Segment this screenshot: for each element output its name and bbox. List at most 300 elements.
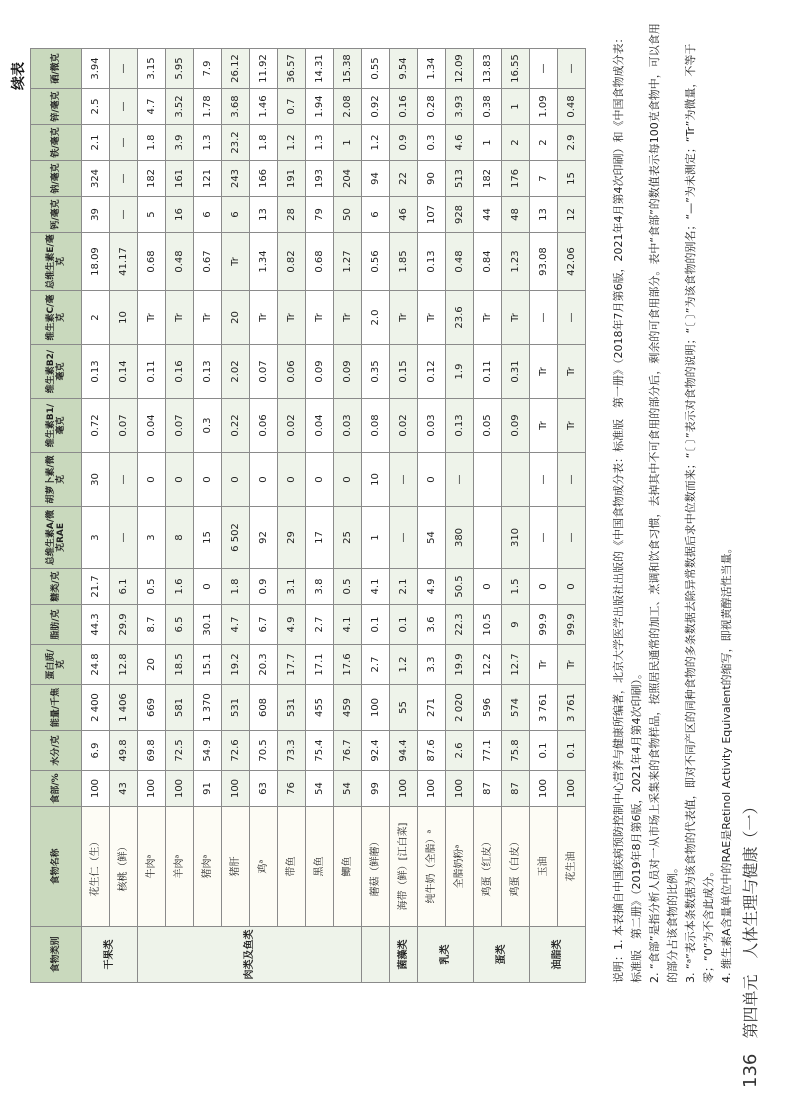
value-cell: 6.5 [166, 605, 194, 645]
value-cell: 36.57 [278, 49, 306, 89]
value-cell: 8.7 [138, 605, 166, 645]
value-cell: 0.04 [306, 399, 334, 453]
value-cell: 2 020 [446, 685, 474, 731]
value-cell: 0 [530, 569, 558, 605]
column-header: 食物类别 [31, 927, 82, 983]
value-cell: 75.4 [306, 731, 334, 771]
category-cell: 蛋类 [474, 927, 530, 983]
value-cell: — [530, 49, 558, 89]
value-cell: Tr [530, 345, 558, 399]
value-cell: Tr [558, 645, 586, 685]
value-cell: 0.15 [390, 345, 418, 399]
value-cell: 0.48 [558, 89, 586, 125]
value-cell: 19.2 [222, 645, 250, 685]
value-cell: 0.16 [390, 89, 418, 125]
value-cell: 2.1 [390, 569, 418, 605]
value-cell: Tr [418, 291, 446, 345]
value-cell: 94 [362, 161, 390, 197]
value-cell: 182 [474, 161, 502, 197]
value-cell: 54 [306, 771, 334, 807]
table-row [306, 49, 334, 983]
value-cell: 608 [250, 685, 278, 731]
value-cell: 2 [502, 125, 530, 161]
value-cell: Tr [558, 399, 586, 453]
value-cell: 204 [334, 161, 362, 197]
value-cell: 1.8 [250, 125, 278, 161]
value-cell: 0.11 [474, 345, 502, 399]
column-header: 食物名称 [31, 807, 82, 927]
value-cell: — [110, 507, 138, 569]
food-name-cell: 蘑菇（鲜蘑） [362, 807, 390, 927]
value-cell: 2.7 [362, 645, 390, 685]
value-cell: 100 [222, 771, 250, 807]
value-cell: 0.02 [278, 399, 306, 453]
value-cell: 2.0 [362, 291, 390, 345]
column-header: 食部/% [31, 771, 82, 807]
food-name-cell: 纯牛奶（全脂）ᵃ [418, 807, 446, 927]
value-cell: 44 [474, 197, 502, 233]
value-cell: 3.93 [446, 89, 474, 125]
column-header: 硒/微克 [31, 49, 82, 89]
value-cell: 531 [278, 685, 306, 731]
food-name-cell: 鸡蛋（红皮） [474, 807, 502, 927]
value-cell: — [110, 453, 138, 507]
table-row [250, 49, 278, 983]
value-cell [474, 507, 502, 569]
value-cell: 7.9 [194, 49, 222, 89]
value-cell: 0.38 [474, 89, 502, 125]
category-cell: 乳类 [418, 927, 474, 983]
value-cell: 0 [222, 453, 250, 507]
value-cell: 76.7 [334, 731, 362, 771]
value-cell: Tr [138, 291, 166, 345]
value-cell: 99.9 [558, 605, 586, 645]
value-cell: 55 [390, 685, 418, 731]
value-cell: 22 [390, 161, 418, 197]
value-cell: — [530, 507, 558, 569]
value-cell: 20 [138, 645, 166, 685]
value-cell: 596 [474, 685, 502, 731]
value-cell: 0.3 [194, 399, 222, 453]
value-cell: 2.08 [334, 89, 362, 125]
value-cell: — [558, 49, 586, 89]
value-cell: 23.2 [222, 125, 250, 161]
food-name-cell: 牛肉ᵃ [138, 807, 166, 927]
value-cell: 100 [558, 771, 586, 807]
value-cell: 1 370 [194, 685, 222, 731]
value-cell: Tr [390, 291, 418, 345]
value-cell: 3 761 [558, 685, 586, 731]
value-cell: 6 [362, 197, 390, 233]
value-cell: 0.48 [166, 233, 194, 291]
value-cell: 9.54 [390, 49, 418, 89]
column-header: 钙/毫克 [31, 197, 82, 233]
value-cell: 79 [306, 197, 334, 233]
value-cell: 1.34 [418, 49, 446, 89]
value-cell: 10 [362, 453, 390, 507]
value-cell: 1.94 [306, 89, 334, 125]
value-cell: 54 [418, 507, 446, 569]
food-name-cell: 猪肉ᵃ [194, 807, 222, 927]
value-cell: 0.12 [418, 345, 446, 399]
value-cell: — [530, 453, 558, 507]
table-row [334, 49, 362, 983]
value-cell: 1.78 [194, 89, 222, 125]
value-cell: 0.35 [362, 345, 390, 399]
table-row [222, 49, 250, 983]
table-row [362, 49, 390, 983]
value-cell: 7 [530, 161, 558, 197]
value-cell: 1.3 [194, 125, 222, 161]
value-cell: — [110, 49, 138, 89]
value-cell: 12.8 [110, 645, 138, 685]
value-cell: 75.8 [502, 731, 530, 771]
category-cell [362, 927, 390, 983]
value-cell: 2.5 [82, 89, 110, 125]
value-cell: 6.7 [250, 605, 278, 645]
column-header: 铁/毫克 [31, 125, 82, 161]
value-cell: 91 [194, 771, 222, 807]
value-cell: Tr [194, 291, 222, 345]
value-cell: Tr [334, 291, 362, 345]
value-cell: 0.06 [278, 345, 306, 399]
value-cell: 1.34 [250, 233, 278, 291]
table-row [418, 49, 446, 983]
value-cell: 0 [474, 569, 502, 605]
value-cell: 94.4 [390, 731, 418, 771]
value-cell: 0.92 [362, 89, 390, 125]
value-cell: 12.7 [502, 645, 530, 685]
value-cell: 0.09 [502, 399, 530, 453]
value-cell: 0.07 [250, 345, 278, 399]
value-cell: 46 [390, 197, 418, 233]
value-cell: 19.9 [446, 645, 474, 685]
food-name-cell: 鸡ᵃ [250, 807, 278, 927]
value-cell: 0 [418, 453, 446, 507]
value-cell: 243 [222, 161, 250, 197]
value-cell: 6 502 [222, 507, 250, 569]
value-cell: 0 [194, 569, 222, 605]
value-cell: 0.22 [222, 399, 250, 453]
value-cell: 4.1 [334, 605, 362, 645]
value-cell: 2 [530, 125, 558, 161]
value-cell: 1.09 [530, 89, 558, 125]
value-cell: 0 [558, 569, 586, 605]
value-cell: 1.8 [138, 125, 166, 161]
value-cell: 2.6 [446, 731, 474, 771]
table-row [138, 49, 166, 983]
value-cell: 100 [446, 771, 474, 807]
value-cell: 0.67 [194, 233, 222, 291]
value-cell: 100 [362, 685, 390, 731]
value-cell: 50 [334, 197, 362, 233]
value-cell: 0.11 [138, 345, 166, 399]
food-name-cell: 核桃（鲜） [110, 807, 138, 927]
note-4: 4. 维生素A含量单位中的RAE是Retinol Activity Equivalent的缩写，即视黄醇活性当量。 [720, 542, 733, 983]
value-cell: 0.48 [446, 233, 474, 291]
value-cell: 93.08 [530, 233, 558, 291]
value-cell: 2.9 [558, 125, 586, 161]
value-cell: 0.16 [166, 345, 194, 399]
value-cell: 0.84 [474, 233, 502, 291]
value-cell: Tr [222, 233, 250, 291]
value-cell: 100 [530, 771, 558, 807]
value-cell: 513 [446, 161, 474, 197]
value-cell: Tr [166, 291, 194, 345]
value-cell: 12.2 [474, 645, 502, 685]
table-header-row [31, 49, 82, 983]
value-cell: 6.9 [82, 731, 110, 771]
value-cell: 0.7 [278, 89, 306, 125]
value-cell: Tr [306, 291, 334, 345]
value-cell: 100 [138, 771, 166, 807]
value-cell: 4.6 [446, 125, 474, 161]
value-cell: 20.3 [250, 645, 278, 685]
category-cell: 菌藻类 [390, 927, 418, 983]
value-cell: 0.03 [334, 399, 362, 453]
column-header: 脂肪/克 [31, 605, 82, 645]
value-cell: 2.7 [306, 605, 334, 645]
value-cell: 2 400 [82, 685, 110, 731]
value-cell: 1 [502, 89, 530, 125]
value-cell: 48 [502, 197, 530, 233]
food-name-cell: 带鱼 [278, 807, 306, 927]
value-cell: 1.2 [278, 125, 306, 161]
value-cell: 0.07 [166, 399, 194, 453]
value-cell: 20 [222, 291, 250, 345]
column-header: 钠/毫克 [31, 161, 82, 197]
value-cell: 29.9 [110, 605, 138, 645]
value-cell: — [110, 89, 138, 125]
value-cell: 3.6 [418, 605, 446, 645]
value-cell: 0.28 [418, 89, 446, 125]
note-1: 说明：1. 本表摘自中国疾病预防控制中心营养与健康所编著，北京大学医学出版社出版的《中国食物成分表：标准版 第一册》（2018年7月第6版，2021年4月第4次印刷）和《中国食物成分表：标准版 第二册》（2019年8月第6版，2021年4月第4次印刷）。 [612, 32, 643, 983]
value-cell: 17.6 [334, 645, 362, 685]
food-name-cell: 羊肉ᵃ [166, 807, 194, 927]
value-cell: 0.5 [334, 569, 362, 605]
value-cell: 928 [446, 197, 474, 233]
value-cell: 28 [278, 197, 306, 233]
value-cell: 0.1 [558, 731, 586, 771]
value-cell: 161 [166, 161, 194, 197]
value-cell: 25 [334, 507, 362, 569]
value-cell: 0.09 [306, 345, 334, 399]
column-header: 总维生素A/微克RAE [31, 507, 82, 569]
food-name-cell: 花生仁（生） [82, 807, 110, 927]
value-cell: 1 [334, 125, 362, 161]
value-cell: 193 [306, 161, 334, 197]
value-cell: 1.85 [390, 233, 418, 291]
value-cell: 4.9 [278, 605, 306, 645]
value-cell: 191 [278, 161, 306, 197]
value-cell: — [558, 291, 586, 345]
value-cell: 100 [418, 771, 446, 807]
value-cell: 0.03 [418, 399, 446, 453]
value-cell: 99.9 [530, 605, 558, 645]
value-cell: 8 [166, 507, 194, 569]
value-cell: 30 [82, 453, 110, 507]
value-cell: Tr [278, 291, 306, 345]
value-cell: Tr [474, 291, 502, 345]
value-cell: 3.94 [82, 49, 110, 89]
column-header: 维生素B1/毫克 [31, 399, 82, 453]
value-cell: 2 [82, 291, 110, 345]
value-cell: 13 [250, 197, 278, 233]
value-cell: 12.09 [446, 49, 474, 89]
value-cell: 10.5 [474, 605, 502, 645]
value-cell: 4.7 [222, 605, 250, 645]
value-cell: 17 [306, 507, 334, 569]
value-cell: 15.1 [194, 645, 222, 685]
value-cell: 1 [362, 507, 390, 569]
value-cell: 21.7 [82, 569, 110, 605]
value-cell: 0.14 [110, 345, 138, 399]
value-cell: 15 [194, 507, 222, 569]
value-cell: 0 [250, 453, 278, 507]
value-cell [474, 453, 502, 507]
value-cell: 0.07 [110, 399, 138, 453]
value-cell: 0.5 [138, 569, 166, 605]
value-cell: 531 [222, 685, 250, 731]
value-cell: 459 [334, 685, 362, 731]
value-cell: 54 [334, 771, 362, 807]
value-cell: 0 [334, 453, 362, 507]
value-cell: 9 [502, 605, 530, 645]
value-cell: Tr [530, 399, 558, 453]
value-cell: 3 761 [530, 685, 558, 731]
value-cell: 0.9 [250, 569, 278, 605]
value-cell: 1.46 [250, 89, 278, 125]
table-row [278, 49, 306, 983]
value-cell: 6 [222, 197, 250, 233]
value-cell: 44.3 [82, 605, 110, 645]
value-cell: 18.09 [82, 233, 110, 291]
food-name-cell: 鸡蛋（白皮） [502, 807, 530, 927]
value-cell: — [558, 453, 586, 507]
value-cell: — [110, 197, 138, 233]
value-cell: 3.15 [138, 49, 166, 89]
table-row [502, 49, 530, 983]
value-cell: 0.72 [82, 399, 110, 453]
value-cell: 0.1 [530, 731, 558, 771]
category-cell: 肉类及鱼类 [138, 927, 362, 983]
value-cell: 15 [558, 161, 586, 197]
value-cell: 0 [306, 453, 334, 507]
value-cell: 17.7 [278, 645, 306, 685]
value-cell: 3.68 [222, 89, 250, 125]
value-cell: 324 [82, 161, 110, 197]
value-cell: 2.02 [222, 345, 250, 399]
notes-section [610, 23, 736, 983]
value-cell: 70.5 [250, 731, 278, 771]
value-cell: — [530, 291, 558, 345]
food-name-cell: 鲫鱼 [334, 807, 362, 927]
value-cell: 1.23 [502, 233, 530, 291]
value-cell: 42.06 [558, 233, 586, 291]
value-cell: 3.52 [166, 89, 194, 125]
food-name-cell: 全脂奶粉ᵃ [446, 807, 474, 927]
value-cell: 5 [138, 197, 166, 233]
unit-title: 第四单元 人体生理与健康（一） [741, 798, 760, 1039]
continued-label: 续表 [11, 62, 27, 90]
food-name-cell: 海带（鲜）[江白菜] [390, 807, 418, 927]
value-cell: 0.31 [502, 345, 530, 399]
value-cell: 0.13 [418, 233, 446, 291]
page-number: 136 [740, 1053, 761, 1088]
value-cell: 43 [110, 771, 138, 807]
value-cell: 39 [82, 197, 110, 233]
value-cell: 581 [166, 685, 194, 731]
value-cell: 1.2 [362, 125, 390, 161]
value-cell: 99 [362, 771, 390, 807]
value-cell: 0.06 [250, 399, 278, 453]
value-cell: 1.27 [334, 233, 362, 291]
value-cell: 15.38 [334, 49, 362, 89]
value-cell: 0.82 [278, 233, 306, 291]
value-cell: Tr [250, 291, 278, 345]
food-composition-table [30, 48, 586, 983]
value-cell: 72.6 [222, 731, 250, 771]
food-name-cell: 猪肝 [222, 807, 250, 927]
value-cell: 41.17 [110, 233, 138, 291]
note-3: 3. “ᵃ”表示本条数据为该食物的代表值，即对不同产区的同种食物的多条数据去除异常数据后求中位数而来；“〔 〕”表示对食物的说明；“〔 〕”为该食物的别名；“—”为未测定；“Tr”为微量，不等于零；“0”为不含此成分。 [684, 43, 715, 983]
value-cell: — [390, 507, 418, 569]
value-cell: 0.13 [194, 345, 222, 399]
value-cell: 0.3 [418, 125, 446, 161]
value-cell: 11.92 [250, 49, 278, 89]
table-row [390, 49, 418, 983]
value-cell: 49.8 [110, 731, 138, 771]
value-cell: 0.1 [390, 605, 418, 645]
food-name-cell: 玉油 [530, 807, 558, 927]
value-cell: Tr [502, 291, 530, 345]
value-cell: 0.13 [82, 345, 110, 399]
table-row [110, 49, 138, 983]
table-row [82, 49, 110, 983]
value-cell: 13.83 [474, 49, 502, 89]
value-cell: 166 [250, 161, 278, 197]
value-cell: 23.6 [446, 291, 474, 345]
column-header: 维生素C/毫克 [31, 291, 82, 345]
value-cell: 0.02 [390, 399, 418, 453]
note-2: 2. “食部”是指分析人员对一从市场上采集来的食物样品，按照居民通常的加工、烹调和饮食习惯，去掉其中不可食用的部分后，剩余的可食用部分。表中“食部”的数值表示每100克食物中，可以食用的部分占该食物的比例。 [648, 23, 679, 983]
food-name-cell: 黑鱼 [306, 807, 334, 927]
value-cell: 92 [250, 507, 278, 569]
value-cell: 3 [82, 507, 110, 569]
value-cell: 77.1 [474, 731, 502, 771]
food-name-cell: 花生油 [558, 807, 586, 927]
value-cell: 574 [502, 685, 530, 731]
value-cell: 0.13 [446, 399, 474, 453]
value-cell: 12 [558, 197, 586, 233]
value-cell: 121 [194, 161, 222, 197]
column-header: 蛋白质/克 [31, 645, 82, 685]
value-cell: — [110, 161, 138, 197]
table-row [474, 49, 502, 983]
value-cell: 380 [446, 507, 474, 569]
value-cell: 100 [390, 771, 418, 807]
value-cell: 100 [82, 771, 110, 807]
value-cell: 2.1 [82, 125, 110, 161]
column-header: 胡萝卜素/微克 [31, 453, 82, 507]
value-cell: 26.12 [222, 49, 250, 89]
value-cell: 1.8 [222, 569, 250, 605]
value-cell: 22.3 [446, 605, 474, 645]
value-cell: 63 [250, 771, 278, 807]
value-cell: Tr [558, 345, 586, 399]
value-cell: — [390, 453, 418, 507]
value-cell: 0.68 [138, 233, 166, 291]
